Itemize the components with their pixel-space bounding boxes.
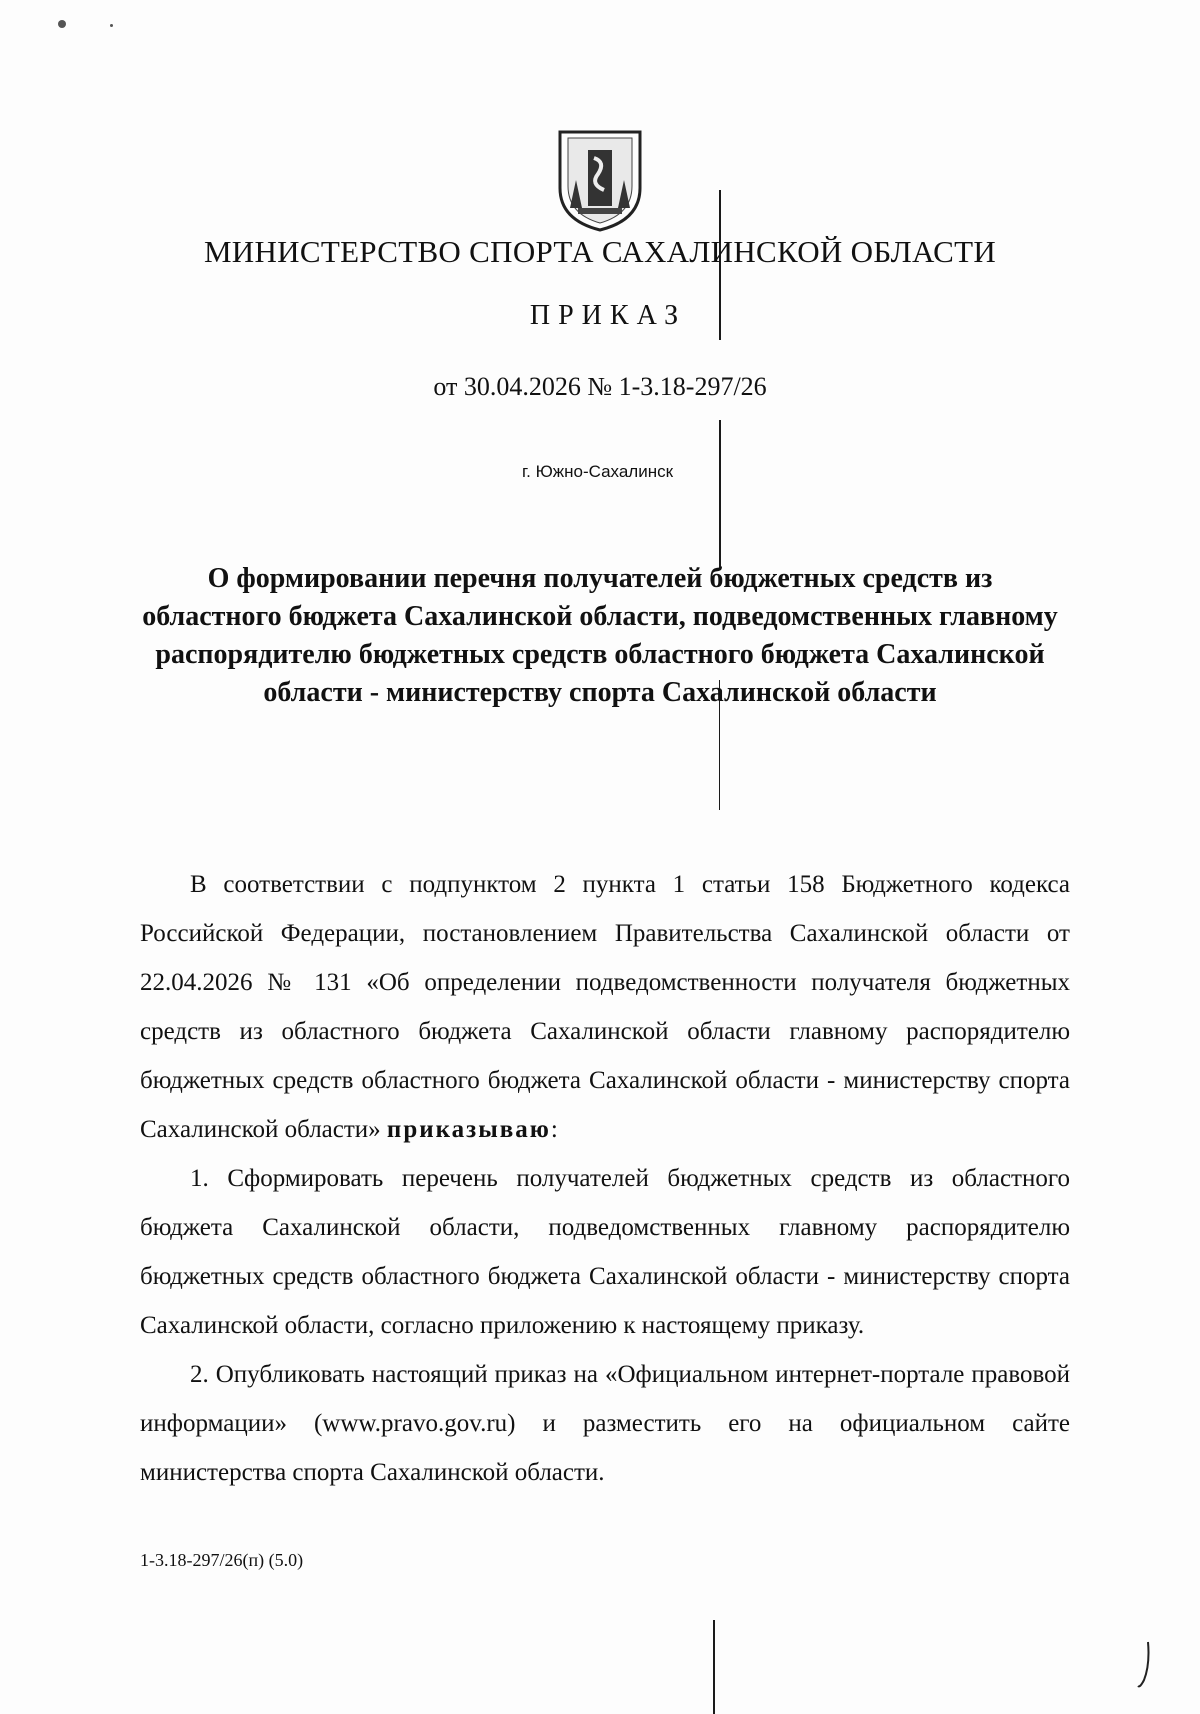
signature-mark xyxy=(1136,1640,1152,1690)
preamble-paragraph xyxy=(140,860,1070,1154)
order-date-number: от 30.04.2026 № 1-3.18-297/26 xyxy=(433,372,767,401)
ministry-name: МИНИСТЕРСТВО СПОРТА САХАЛИНСКОЙ ОБЛАСТИ xyxy=(203,234,997,269)
scan-speck xyxy=(58,20,66,28)
order-colon: : xyxy=(550,1116,558,1143)
order-title: О формировании перечня получателей бюджетных средств из областного бюджета Сахалинской области, подведомственных главному распорядителю бюджетных средств областного бюджета Сахалинской области - министерству спорта Сахалинской области xyxy=(142,563,1058,708)
scan-speck xyxy=(110,24,113,27)
order-city: г. Южно-Сахалинск xyxy=(522,462,674,481)
order-body xyxy=(140,860,1070,1497)
coat-of-arms-icon xyxy=(554,128,646,232)
document-type: ПРИКАЗ xyxy=(529,300,687,331)
preamble-text: В соответствии с подпунктом 2 пункта 1 статьи 158 Бюджетного кодекса Российской Федерации, постановлением Правительства Сахалинской области от 22.04.2026 № 131 «Об определении подведомственности получателя бюджетных средств из областного бюджета Сахалинской области главному распорядителю бюджетных средств областного бюджета Сахалинской области - министерству спорта Сахалинской области» xyxy=(140,871,1070,1143)
order-item-2: 2. Опубликовать настоящий приказ на «Официальном интернет-портале правовой информации» (www.pravo.gov.ru) и разместить его на официальном сайте министерства спорта Сахалинской области. xyxy=(140,1361,1070,1486)
document-code: 1-3.18-297/26(п) (5.0) xyxy=(140,1550,304,1570)
scan-artifact-line xyxy=(719,420,721,570)
order-item-1: 1. Сформировать перечень получателей бюджетных средств из областного бюджета Сахалинской области, подведомственных главному распорядителю бюджетных средств областного бюджета Сахалинской области - министерству спорта Сахалинской области, согласно приложению к настоящему приказу. xyxy=(140,1165,1070,1339)
order-word: приказываю xyxy=(386,1116,551,1143)
scan-artifact-line xyxy=(713,1620,715,1714)
